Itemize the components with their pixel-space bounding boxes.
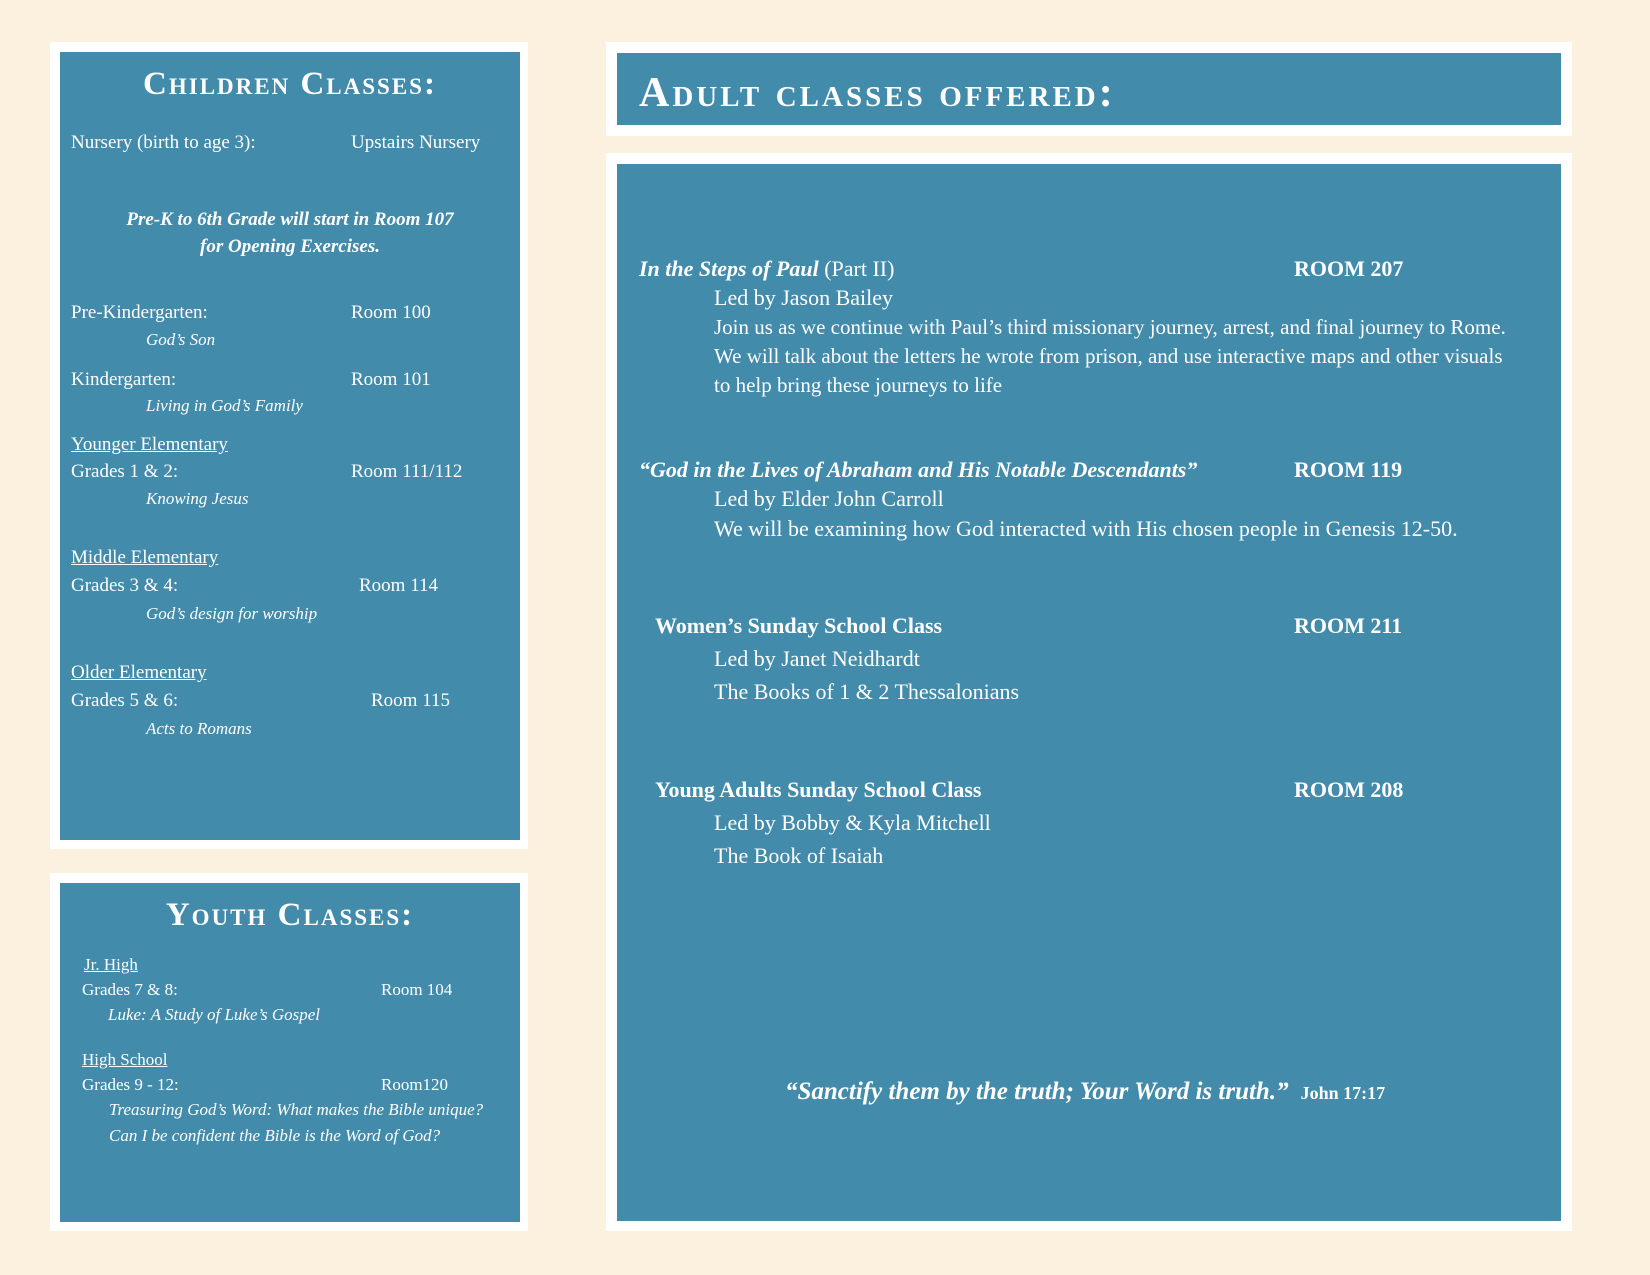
older-elementary-heading: Older Elementary — [71, 662, 207, 683]
class-abraham-title: “God in the Lives of Abraham and His Notable Descendants” — [639, 457, 1198, 482]
middle-room: Room 114 — [359, 575, 438, 596]
class-womens-leader: Led by Janet Neidhardt — [714, 646, 920, 671]
adult-title: Adult classes offered: — [639, 70, 1116, 116]
high-school-heading: High School — [82, 1050, 168, 1069]
jr-high-heading: Jr. High — [84, 955, 138, 974]
pre-k-curriculum: God’s Son — [146, 330, 216, 349]
older-room: Room 115 — [371, 690, 450, 711]
middle-grades: Grades 3 & 4: — [71, 575, 179, 596]
older-curriculum: Acts to Romans — [146, 719, 252, 738]
younger-elementary-heading: Younger Elementary — [71, 434, 228, 455]
pre-k-room: Room 100 — [351, 302, 431, 323]
class-paul-leader: Led by Jason Bailey — [714, 285, 894, 310]
children-panel — [60, 52, 520, 840]
kindergarten-label: Kindergarten: — [71, 369, 177, 390]
children-title: Children Classes: — [143, 66, 437, 102]
high-school-room: Room120 — [381, 1075, 449, 1094]
pre-k-label: Pre-Kindergarten: — [71, 302, 208, 323]
class-abraham-leader: Led by Elder John Carroll — [714, 486, 944, 511]
high-school-curriculum-line2: Can I be confident the Bible is the Word of God? — [109, 1126, 441, 1145]
class-paul-desc-line3: to help bring these journeys to life — [714, 373, 1003, 397]
high-school-grades: Grades 9 - 12: — [82, 1075, 179, 1094]
youth-panel — [60, 883, 520, 1222]
class-young-adults-title: Young Adults Sunday School Class — [655, 777, 982, 802]
youth-title: Youth Classes: — [165, 897, 415, 933]
class-paul-title-line — [639, 256, 894, 282]
class-young-adults-desc: The Book of Isaiah — [714, 843, 884, 868]
opening-exercises-line2: for Opening Exercises. — [200, 236, 380, 257]
class-womens-desc: The Books of 1 & 2 Thessalonians — [714, 679, 1020, 704]
verse-quote: “Sanctify them by the truth; Your Word is truth.” — [785, 1078, 1289, 1105]
verse-line — [785, 1078, 1385, 1106]
kindergarten-curriculum: Living in God’s Family — [146, 396, 303, 415]
class-paul-title: In the Steps of Paul — [639, 256, 819, 281]
middle-curriculum: God’s design for worship — [146, 604, 318, 623]
nursery-room: Upstairs Nursery — [351, 132, 481, 153]
jr-high-room: Room 104 — [381, 980, 453, 999]
class-abraham-desc: We will be examining how God interacted with His chosen people in Genesis 12-50. — [714, 516, 1458, 541]
nursery-label: Nursery (birth to age 3): — [71, 132, 256, 153]
class-abraham-room: ROOM 119 — [1294, 457, 1403, 482]
younger-grades: Grades 1 & 2: — [71, 461, 179, 482]
class-paul-desc-line1: Join us as we continue with Paul’s third missionary journey, arrest, and final journey to Rome. — [714, 315, 1506, 339]
class-young-adults-leader: Led by Bobby & Kyla Mitchell — [714, 810, 991, 835]
older-grades: Grades 5 & 6: — [71, 690, 179, 711]
kindergarten-room: Room 101 — [351, 369, 431, 390]
adult-classes-panel — [617, 164, 1561, 1221]
adult-title-panel — [617, 53, 1561, 125]
younger-room: Room 111/112 — [351, 461, 463, 482]
opening-exercises-line1: Pre-K to 6th Grade will start in Room 107 — [126, 209, 454, 230]
jr-high-grades: Grades 7 & 8: — [82, 980, 178, 999]
class-paul-title-suffix: (Part II) — [818, 256, 895, 281]
younger-curriculum: Knowing Jesus — [146, 489, 249, 508]
class-young-adults-room: ROOM 208 — [1294, 777, 1404, 802]
verse-reference: John 17:17 — [1300, 1083, 1386, 1103]
middle-elementary-heading: Middle Elementary — [71, 547, 219, 568]
jr-high-curriculum: Luke: A Study of Luke’s Gospel — [108, 1005, 321, 1024]
high-school-curriculum-line1: Treasuring God’s Word: What makes the Bible unique? — [109, 1100, 484, 1119]
class-paul-desc-line2: We will talk about the letters he wrote from prison, and use interactive maps and other visuals — [714, 344, 1503, 368]
class-paul-room: ROOM 207 — [1294, 256, 1404, 281]
class-womens-title: Women’s Sunday School Class — [655, 613, 943, 638]
class-womens-room: ROOM 211 — [1294, 613, 1403, 638]
